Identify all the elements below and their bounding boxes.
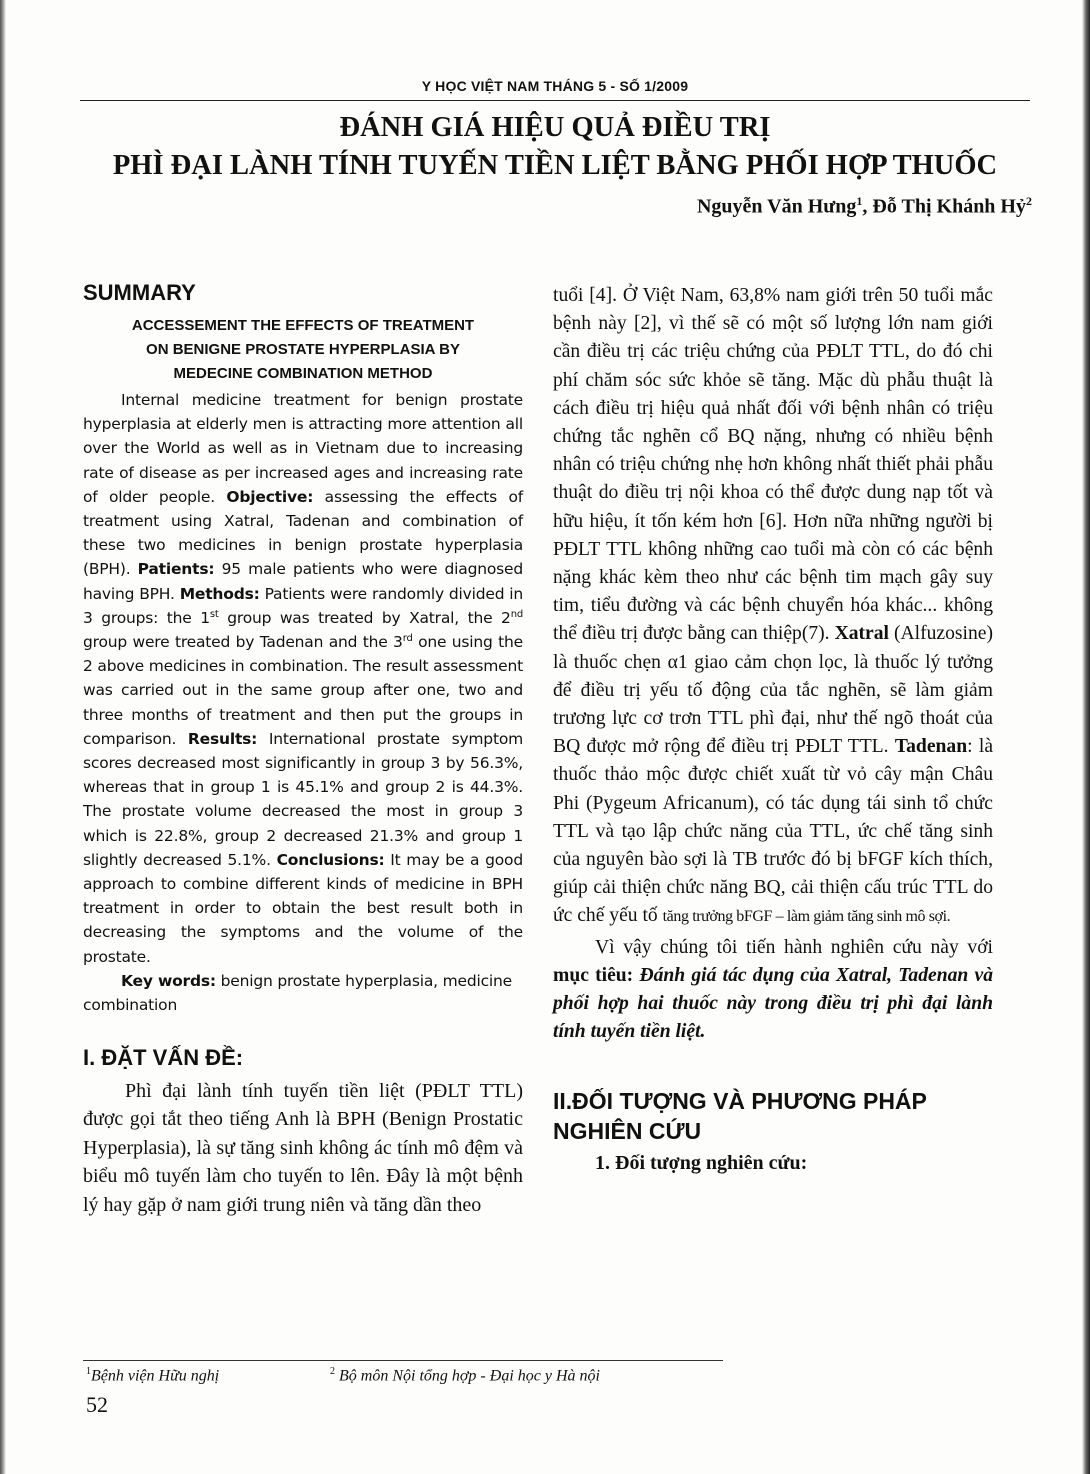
results-label: Results:: [187, 729, 258, 748]
objective-paragraph: [553, 934, 993, 1047]
objective-label: Objective:: [226, 487, 314, 506]
author-1: Nguyễn Văn Hưng: [696, 195, 857, 218]
section-1-text: Phì đại lành tính tuyến tiền liệt (PĐLT TTL) được gọi tắt theo tiếng Anh là BPH (Benign Prostatic Hyperplasia), là sự tăng sinh không ác tính mô đệm và biểu mô tuyến làm cho tuyến to lên. Đây là một bệnh lý hay gặp ở nam giới trung niên và tăng dần theo: [83, 1079, 523, 1216]
summary-subtitle-line-2: ON BENIGNE PROSTATE HYPERPLASIA BY: [146, 341, 460, 358]
author-list: [697, 194, 1032, 219]
footnote-rule: [83, 1360, 723, 1361]
footnote-2-text: Bộ môn Nội tổng hợp - Đại học y Hà nội: [339, 1367, 600, 1385]
footnote-2: [330, 1366, 600, 1385]
methods-label: Methods:: [179, 584, 260, 603]
patients-text: 95 male patients who were diagnosed having BPH.: [83, 560, 523, 603]
methods-text-a: Patients were randomly divided in 3 groups: the 1: [83, 584, 524, 627]
conclusions-label: Conclusions:: [276, 850, 385, 869]
scan-edge-right: [1082, 0, 1090, 1474]
author-2: Đỗ Thị Khánh Hỷ: [872, 195, 1026, 218]
footnote-1: [86, 1366, 219, 1385]
goal-label: mục tiêu:: [553, 964, 634, 986]
footnote-1-text: Bệnh viện Hữu nghị: [91, 1367, 220, 1385]
paper-title-line-1: ĐÁNH GIÁ HIỆU QUẢ ĐIỀU TRỊ: [339, 112, 771, 143]
conclusions-text: It may be a good approach to combine different kinds of medicine in BPH treatment in order to obtain the best result both in decreasing the symptoms and the volume of the prostate.: [83, 850, 523, 966]
summary-heading: SUMMARY: [83, 280, 196, 305]
keywords-label: Key words:: [121, 971, 216, 990]
section-1-heading: I. ĐẶT VẤN ĐỀ:: [83, 1044, 244, 1070]
intro-text-d: tăng trưởng bFGF – làm giảm tăng sinh mô sợi.: [662, 908, 951, 926]
goal-text: Đánh giá tác dụng của Xatral, Tadenan và phối hợp hai thuốc này trong điều trị phì đại lành tính tuyến tiền liệt.: [553, 964, 994, 1043]
ordinal-nd: nd: [510, 608, 523, 620]
right-column: [553, 282, 993, 1175]
section-1-paragraph: [83, 1077, 523, 1220]
page-number: 52: [86, 1392, 108, 1417]
abstract-text: [83, 388, 523, 969]
keywords-text: benign prostate hyperplasia, medicine combination: [83, 971, 512, 1014]
methods-text-d: one using the 2 above medicines in combination. The result assessment was carried out in the same group after one, two and three months of treatment and then put the groups in comparison.: [83, 633, 523, 748]
objective-text: assessing the effects of treatment using Xatral, Tadenan and combination of these two medicines in benign prostate hyperplasia (BPH).: [83, 487, 524, 579]
summary-subtitle: [83, 314, 523, 386]
section-2-heading: II.ĐỐI TƯỢNG VÀ PHƯƠNG PHÁP NGHIÊN CỨU: [553, 1088, 927, 1145]
abstract-intro: Internal medicine treatment for benign prostate hyperplasia at elderly men is attracting more attention all over the World as well as in Vietnam due to increasing rate of disease as per increased ages and increasing rate of older people.: [83, 391, 523, 506]
summary-subtitle-line-3: MEDECINE COMBINATION METHOD: [173, 365, 433, 382]
ordinal-rd: rd: [402, 632, 413, 644]
author-separator: ,: [862, 195, 873, 218]
ordinal-st: st: [209, 608, 219, 620]
footnote-2-mark: 2: [330, 1366, 335, 1377]
subsection-1-heading: 1. Đối tượng nghiên cứu:: [595, 1152, 808, 1175]
left-column: [83, 280, 523, 1219]
xatral-label: Xatral: [834, 623, 889, 645]
methods-text-b: group was treated by Xatral, the 2: [227, 608, 511, 627]
patients-label: Patients:: [137, 560, 215, 579]
scan-edge-left: [0, 0, 6, 1474]
methods-text-c: group were treated by Tadenan and the 3: [83, 633, 403, 652]
results-text: International prostate symptom scores decreased most significantly in group 3 by 56.3%, whereas that in group 1 is 45.1% and group 2 is 44.3%. The prostate volume decreased the most in group 3 which is 22.8%, group 2 decreased 21.3% and group 1 slightly decreased 5.1%.: [83, 729, 524, 869]
tadenan-label: Tadenan: [894, 736, 968, 758]
author-1-affiliation-mark: 1: [856, 194, 863, 208]
footnote-1-mark: 1: [86, 1366, 91, 1377]
running-head: Y HỌC VIỆT NAM THÁNG 5 - SỐ 1/2009: [421, 78, 689, 94]
author-2-affiliation-mark: 2: [1026, 194, 1032, 208]
summary-subtitle-line-1: ACCESSEMENT THE EFFECTS OF TREATMENT: [131, 317, 475, 334]
paper-title-line-2: PHÌ ĐẠI LÀNH TÍNH TUYẾN TIỀN LIỆT BẰNG PHỐI HỢP THUỐC: [112, 150, 998, 181]
header-rule: [80, 100, 1030, 101]
intro-text-a: tuổi [4]. Ở Việt Nam, 63,8% nam giới trên 50 tuổi mắc bệnh này [2], vì thế sẽ có một số lượng lớn nam giới cần điều trị các triệu chứng của PĐLT TTL, do đó chi phí chăm sóc sức khỏe sẽ tăng. Mặc dù phẫu thuật là cách điều trị hiệu quả nhất đối với bệnh nhân có triệu chứng tắc nghẽn cổ BQ nặng, nhưng có nhiều bệnh nhân có triệu chứng nhẹ hơn không nhất thiết phải phẫu thuật do điều trị nội khoa có thể được dung nạp tốt và hữu hiệu, ít tốn kém hơn [6]. Hơn nữa những người bị PĐLT TTL không những cao tuổi mà còn có các bệnh nặng khác kèm theo như các bệnh tim mạch gây suy tim, tiểu đường và các bệnh chuyển hóa khác... không thể điều trị được bằng can thiệp(7).: [553, 285, 993, 645]
objective-lead: Vì vậy chúng tôi tiến hành nghiên cứu này với: [595, 936, 993, 958]
intro-text-b: (Alfuzosine) là thuốc chẹn α1 giao cảm chọn lọc, là thuốc lý tưởng để điều trị yếu tố động của tắc nghẽn, sẽ làm giảm trương lực cơ trơn TTL phì đại, như thế ngõ thoát của BQ được mở rộng để điều trị PĐLT TTL.: [553, 623, 994, 758]
introduction-continued: [553, 282, 993, 932]
intro-text-c: : là thuốc thảo mộc được chiết xuất từ vỏ cây mận Châu Phi (Pygeum Africanum), có tác dụng tái sinh tổ chức TTL và tạo lập chức năng của TTL, ức chế tăng sinh của nguyên bào sợi là TB trước đó bị bFGF kích thích, giúp cải thiện chức năng BQ, cải thiện cấu trúc TTL do ức chế yếu tố: [553, 736, 994, 927]
keywords: [83, 969, 523, 1017]
